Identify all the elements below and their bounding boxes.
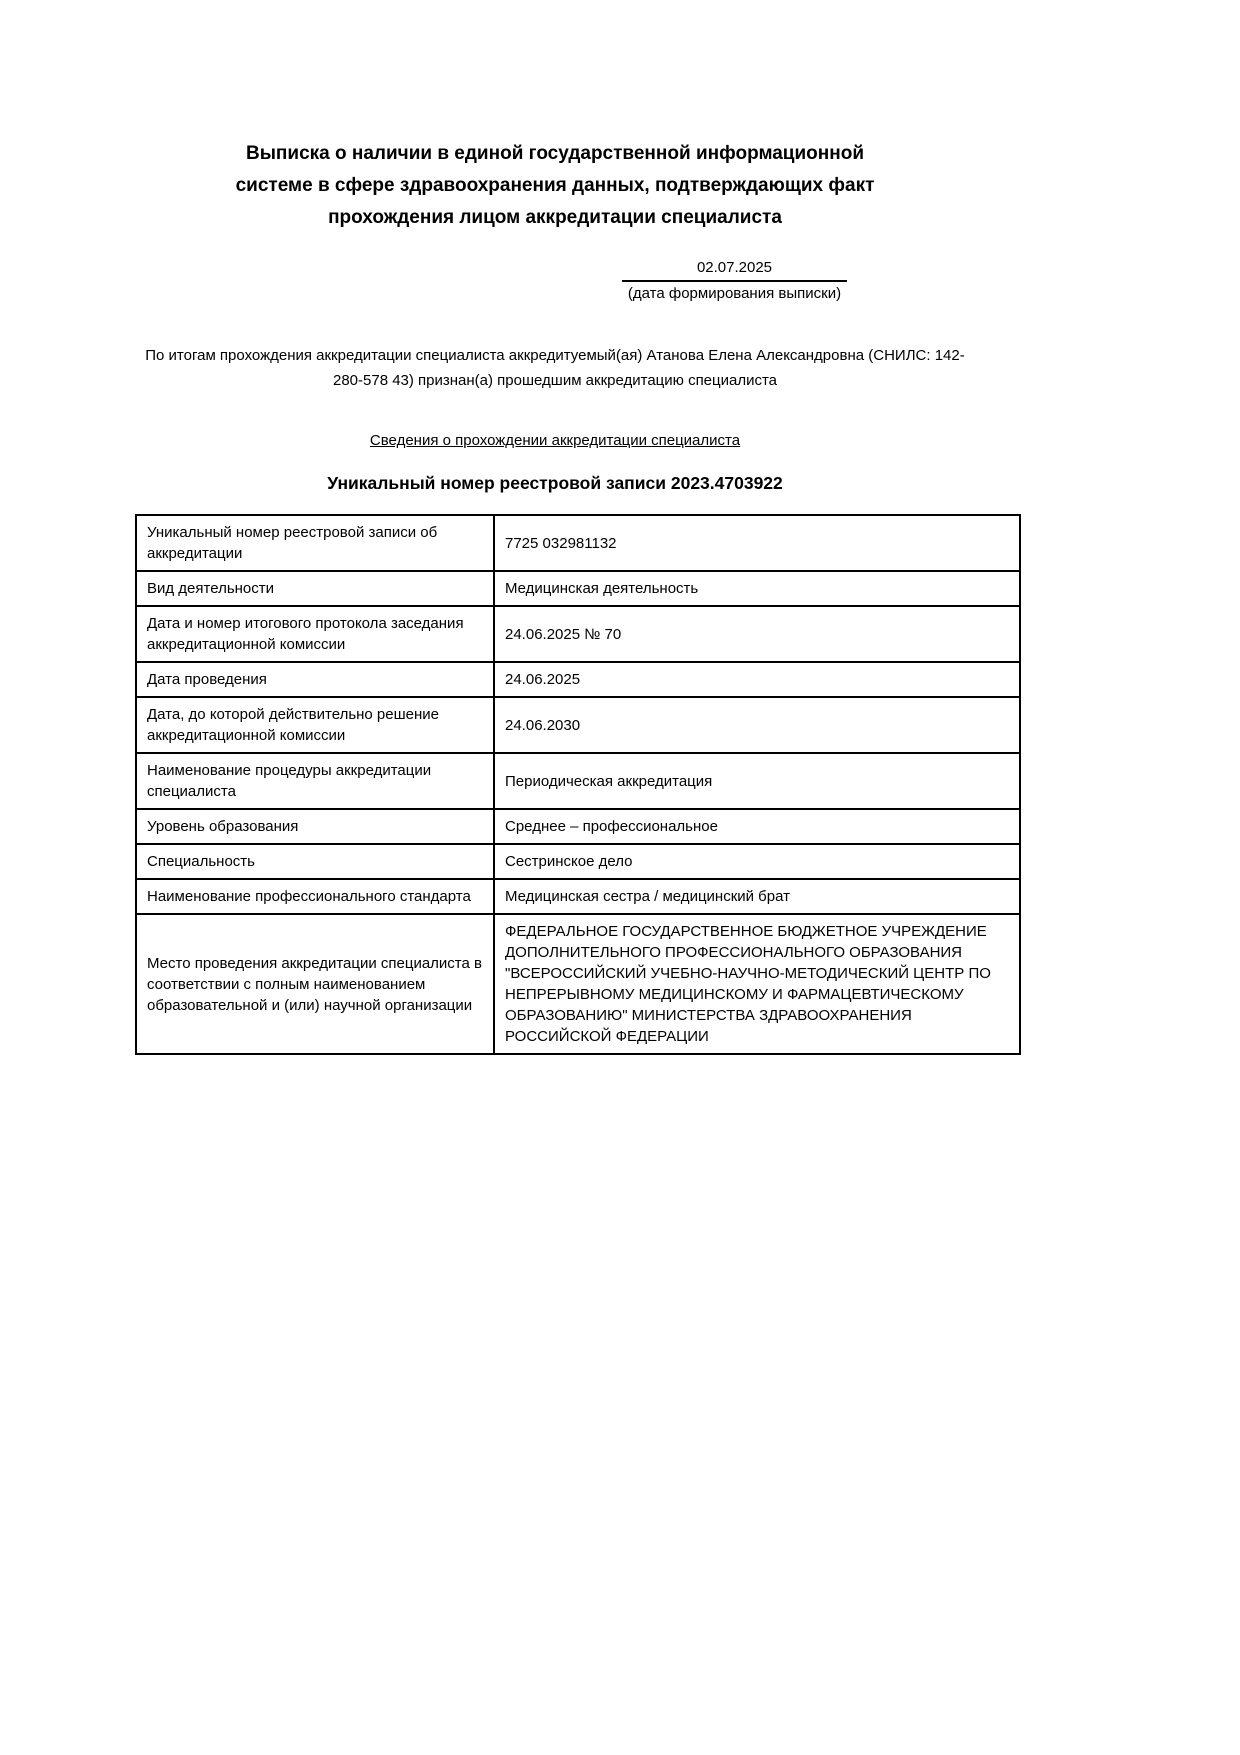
row-label-cell: Уникальный номер реестровой записи об аккредитации bbox=[136, 515, 494, 571]
table-row bbox=[136, 571, 1020, 606]
registry-record-heading: Уникальный номер реестровой записи 2023.4703922 bbox=[327, 473, 783, 493]
row-label-cell: Наименование профессионального стандарта bbox=[136, 879, 494, 914]
table-row bbox=[136, 697, 1020, 753]
row-value-cell: Сестринское дело bbox=[494, 844, 1020, 879]
row-label-cell: Дата, до которой действительно решение аккредитационной комиссии bbox=[136, 697, 494, 753]
formation-date-block bbox=[622, 258, 847, 303]
row-value-cell: Медицинская сестра / медицинский брат bbox=[494, 879, 1020, 914]
row-label-cell: Дата проведения bbox=[136, 662, 494, 697]
row-label-cell: Специальность bbox=[136, 844, 494, 879]
row-value-cell: Медицинская деятельность bbox=[494, 571, 1020, 606]
row-label-cell: Вид деятельности bbox=[136, 571, 494, 606]
table-row bbox=[136, 753, 1020, 809]
table-row bbox=[136, 844, 1020, 879]
row-value-cell: Среднее – профессиональное bbox=[494, 809, 1020, 844]
document-title: Выписка о наличии в единой государственной информационной системе в сфере здравоохранения данных, подтверждающих факт прохождения лицом аккредитации специалиста bbox=[235, 143, 875, 228]
row-value-cell: Периодическая аккредитация bbox=[494, 753, 1020, 809]
row-value-cell: ФЕДЕРАЛЬНОЕ ГОСУДАРСТВЕННОЕ БЮДЖЕТНОЕ УЧРЕЖДЕНИЕ ДОПОЛНИТЕЛЬНОГО ПРОФЕССИОНАЛЬНОГО ОБРАЗОВАНИЯ "ВСЕРОССИЙСКИЙ УЧЕБНО-НАУЧНО-МЕТОДИЧЕСКИЙ ЦЕНТР ПО НЕПРЕРЫВНОМУ МЕДИЦИНСКОМУ И ФАРМАЦЕВТИЧЕСКОМУ ОБРАЗОВАНИЮ" МИНИСТЕРСТВА ЗДРАВООХРАНЕНИЯ РОССИЙСКОЙ ФЕДЕРАЦИИ bbox=[494, 914, 1020, 1054]
formation-date-caption: (дата формирования выписки) bbox=[627, 285, 842, 302]
formation-date-value: 02.07.2025 bbox=[622, 258, 847, 282]
table-row bbox=[136, 809, 1020, 844]
table-row bbox=[136, 914, 1020, 1054]
section-heading-text: Сведения о прохождении аккредитации специалиста bbox=[369, 432, 741, 449]
section-heading bbox=[135, 431, 975, 451]
table-row bbox=[136, 606, 1020, 662]
row-value-cell: 24.06.2025 bbox=[494, 662, 1020, 697]
row-label-cell: Наименование процедуры аккредитации специалиста bbox=[136, 753, 494, 809]
row-label-cell: Дата и номер итогового протокола заседания аккредитационной комиссии bbox=[136, 606, 494, 662]
accreditation-details-table bbox=[135, 514, 1021, 1055]
table-row bbox=[136, 515, 1020, 571]
table-row bbox=[136, 879, 1020, 914]
row-label-cell: Место проведения аккредитации специалиста в соответствии с полным наименованием образовательной и (или) научной организации bbox=[136, 914, 494, 1054]
row-value-cell: 7725 032981132 bbox=[494, 515, 1020, 571]
table-row bbox=[136, 662, 1020, 697]
accreditation-result-paragraph: По итогам прохождения аккредитации специалиста аккредитуемый(ая) Атанова Елена Александровна (СНИЛС: 142-280-578 43) признан(а) прошедшим аккредитацию специалиста bbox=[145, 347, 965, 389]
row-value-cell: 24.06.2025 № 70 bbox=[494, 606, 1020, 662]
row-label-cell: Уровень образования bbox=[136, 809, 494, 844]
row-value-cell: 24.06.2030 bbox=[494, 697, 1020, 753]
document-content bbox=[135, 0, 991, 1055]
